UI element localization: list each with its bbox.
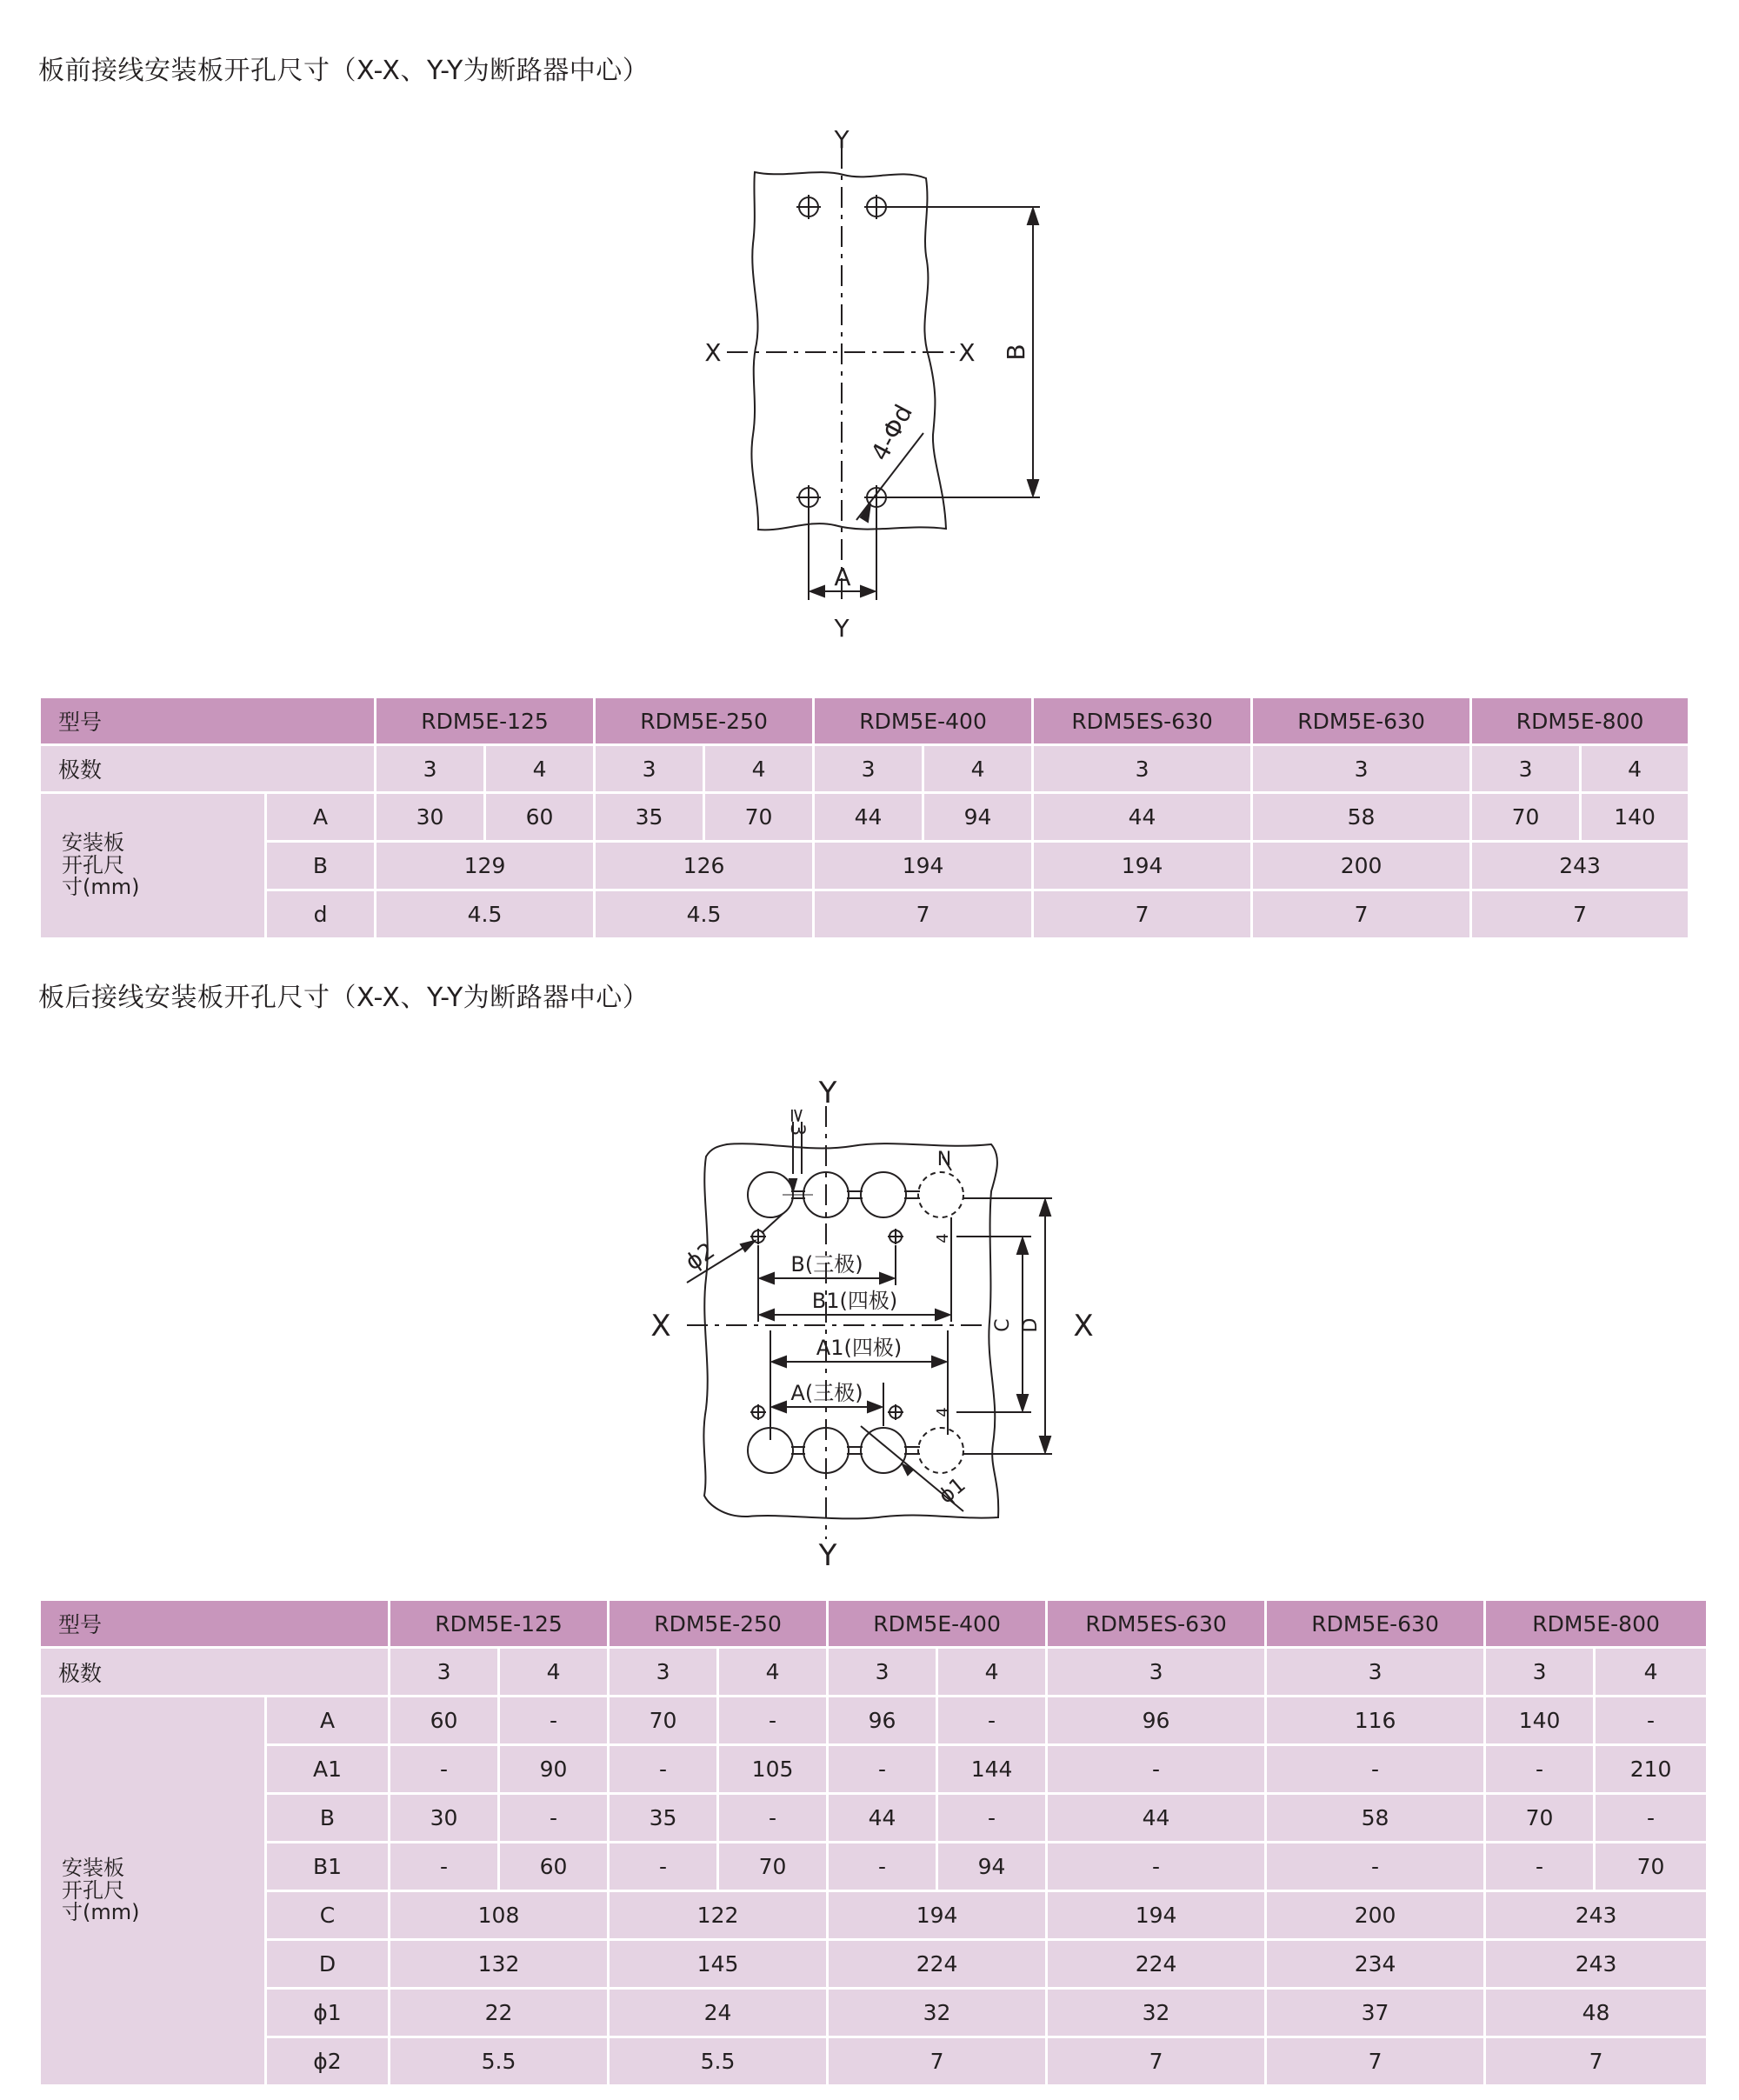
table-row bbox=[40, 1794, 1708, 1843]
table-cell: 122 bbox=[609, 1891, 828, 1940]
model-cell: RDM5E-630 bbox=[1266, 1600, 1485, 1648]
phi1-label: ϕ1 bbox=[933, 1472, 970, 1509]
table-cell: 7 bbox=[814, 890, 1033, 939]
table-cell: - bbox=[1485, 1843, 1595, 1891]
table-cell: 200 bbox=[1252, 842, 1471, 890]
table-cell: 140 bbox=[1581, 793, 1689, 842]
section1-title: 板前接线安装板开孔尺寸（X-X、Y-Y为断路器中心） bbox=[38, 56, 650, 86]
table-row bbox=[40, 842, 1689, 890]
table-cell: 194 bbox=[1033, 842, 1252, 890]
table-cell: 30 bbox=[376, 793, 485, 842]
table-cell: 116 bbox=[1266, 1697, 1485, 1745]
table-cell: 96 bbox=[1047, 1697, 1266, 1745]
dim-d-label: D bbox=[1020, 1317, 1042, 1333]
table-cell: 44 bbox=[814, 793, 923, 842]
y-top-label: Y bbox=[834, 125, 850, 154]
min-gap-label: ≥3 bbox=[786, 1107, 808, 1137]
x-left-label: X bbox=[650, 1309, 671, 1343]
group-label bbox=[40, 1697, 266, 2086]
four-label: 4 bbox=[934, 1233, 952, 1243]
table-cell: 108 bbox=[390, 1891, 609, 1940]
table-cell: 5.5 bbox=[609, 2037, 828, 2086]
holes-label: 4-Φd bbox=[865, 399, 919, 466]
table-cell: - bbox=[937, 1794, 1047, 1843]
table-row bbox=[40, 890, 1689, 939]
group-label-line: 寸(mm) bbox=[62, 1900, 140, 1925]
row-label: B1 bbox=[266, 1843, 390, 1891]
row-label: d bbox=[266, 890, 376, 939]
table-cell: - bbox=[1595, 1697, 1708, 1745]
model-cell: RDM5E-800 bbox=[1471, 697, 1689, 745]
table-cell: - bbox=[390, 1843, 499, 1891]
table-cell: 35 bbox=[609, 1794, 718, 1843]
model-cell: RDM5E-400 bbox=[828, 1600, 1047, 1648]
table-cell: 224 bbox=[828, 1940, 1047, 1989]
table-cell: 60 bbox=[485, 793, 595, 842]
model-cell: RDM5ES-630 bbox=[1033, 697, 1252, 745]
model-header-label: 型号 bbox=[40, 697, 376, 745]
table-cell: 3 bbox=[1471, 745, 1581, 793]
group-label bbox=[40, 793, 266, 939]
table-cell: 32 bbox=[1047, 1989, 1266, 2037]
table-row bbox=[40, 1940, 1708, 1989]
table-cell: 44 bbox=[1047, 1794, 1266, 1843]
model-cell: RDM5E-250 bbox=[609, 1600, 828, 1648]
table-cell: 4.5 bbox=[376, 890, 595, 939]
model-cell: RDM5E-630 bbox=[1252, 697, 1471, 745]
model-cell: RDM5E-400 bbox=[814, 697, 1033, 745]
table-cell: 7 bbox=[1471, 890, 1689, 939]
rear-panel-cutout-diagram bbox=[643, 1070, 1113, 1574]
table-cell: 70 bbox=[704, 793, 814, 842]
table-cell: - bbox=[499, 1794, 609, 1843]
table-cell: - bbox=[499, 1697, 609, 1745]
table-cell: 129 bbox=[376, 842, 595, 890]
poles-label: 极数 bbox=[40, 745, 376, 793]
table-row bbox=[40, 1989, 1708, 2037]
x-right-label: X bbox=[1073, 1309, 1094, 1343]
table-cell: 60 bbox=[390, 1697, 499, 1745]
dim-a-label: A bbox=[834, 563, 851, 591]
table-cell: 70 bbox=[718, 1843, 828, 1891]
table-cell: 243 bbox=[1485, 1891, 1708, 1940]
table-cell: - bbox=[1047, 1745, 1266, 1794]
row-label: B bbox=[266, 1794, 390, 1843]
table-cell: 7 bbox=[1485, 2037, 1708, 2086]
table-cell: 24 bbox=[609, 1989, 828, 2037]
table-cell: 3 bbox=[1266, 1648, 1485, 1697]
table-cell: 3 bbox=[1047, 1648, 1266, 1697]
table-cell: 7 bbox=[1266, 2037, 1485, 2086]
x-left-label: X bbox=[704, 338, 722, 367]
y-bottom-label: Y bbox=[834, 614, 850, 643]
row-label: A1 bbox=[266, 1745, 390, 1794]
model-cell: RDM5ES-630 bbox=[1047, 1600, 1266, 1648]
table-cell: 7 bbox=[1047, 2037, 1266, 2086]
table-cell: 22 bbox=[390, 1989, 609, 2037]
model-cell: RDM5E-800 bbox=[1485, 1600, 1708, 1648]
table-row bbox=[40, 1697, 1708, 1745]
poles-label: 极数 bbox=[40, 1648, 390, 1697]
table-cell: 3 bbox=[828, 1648, 937, 1697]
table-cell: 234 bbox=[1266, 1940, 1485, 1989]
table-cell: 3 bbox=[1033, 745, 1252, 793]
table-row bbox=[40, 1648, 1708, 1697]
table-cell: 70 bbox=[609, 1697, 718, 1745]
table-cell: 194 bbox=[828, 1891, 1047, 1940]
table-header-row bbox=[40, 697, 1689, 745]
phi2-label: ϕ2 bbox=[681, 1237, 720, 1277]
section2-title: 板后接线安装板开孔尺寸（X-X、Y-Y为断路器中心） bbox=[38, 983, 650, 1013]
table-cell: 4 bbox=[923, 745, 1033, 793]
table-cell: - bbox=[1485, 1745, 1595, 1794]
x-right-label: X bbox=[958, 338, 976, 367]
table-cell: 94 bbox=[937, 1843, 1047, 1891]
y-bottom-label: Y bbox=[818, 1538, 837, 1573]
table-cell: 126 bbox=[595, 842, 814, 890]
table-cell: 70 bbox=[1595, 1843, 1708, 1891]
table-cell: 210 bbox=[1595, 1745, 1708, 1794]
table-cell: 35 bbox=[595, 793, 704, 842]
b1-four-pole-label: B1(四极) bbox=[811, 1289, 898, 1313]
table-cell: 90 bbox=[499, 1745, 609, 1794]
table-cell: 200 bbox=[1266, 1891, 1485, 1940]
group-label-line: 安装板 bbox=[62, 1855, 124, 1880]
table-cell: 243 bbox=[1485, 1940, 1708, 1989]
dim-b-label: B bbox=[1002, 343, 1030, 361]
table-cell: 144 bbox=[937, 1745, 1047, 1794]
neutral-label: N bbox=[936, 1149, 952, 1170]
dim-c-label: C bbox=[992, 1318, 1014, 1332]
table-row bbox=[40, 1891, 1708, 1940]
front-panel-cutout-diagram bbox=[678, 122, 1061, 643]
table-cell: 145 bbox=[609, 1940, 828, 1989]
table-cell: 44 bbox=[1033, 793, 1252, 842]
row-label: B bbox=[266, 842, 376, 890]
table-cell: 3 bbox=[390, 1648, 499, 1697]
rear-cutout-table bbox=[38, 1598, 1709, 2087]
table-cell: 4 bbox=[499, 1648, 609, 1697]
row-label: A bbox=[266, 793, 376, 842]
table-cell: 4 bbox=[937, 1648, 1047, 1697]
table-cell: 4 bbox=[485, 745, 595, 793]
table-cell: 243 bbox=[1471, 842, 1689, 890]
table-cell: 70 bbox=[1485, 1794, 1595, 1843]
table-cell: 140 bbox=[1485, 1697, 1595, 1745]
model-cell: RDM5E-250 bbox=[595, 697, 814, 745]
table-cell: 4 bbox=[704, 745, 814, 793]
table-cell: 37 bbox=[1266, 1989, 1485, 2037]
a-three-pole-label: A(三极) bbox=[790, 1381, 863, 1405]
model-cell: RDM5E-125 bbox=[390, 1600, 609, 1648]
table-cell: 4 bbox=[1595, 1648, 1708, 1697]
table-cell: - bbox=[1266, 1745, 1485, 1794]
table-cell: 3 bbox=[1252, 745, 1471, 793]
table-cell: 32 bbox=[828, 1989, 1047, 2037]
row-label: D bbox=[266, 1940, 390, 1989]
table-cell: 4.5 bbox=[595, 890, 814, 939]
table-cell: - bbox=[609, 1745, 718, 1794]
y-top-label: Y bbox=[818, 1076, 837, 1110]
table-cell: 105 bbox=[718, 1745, 828, 1794]
table-cell: 5.5 bbox=[390, 2037, 609, 2086]
table-cell: 4 bbox=[1581, 745, 1689, 793]
table-cell: 7 bbox=[828, 2037, 1047, 2086]
table-cell: 70 bbox=[1471, 793, 1581, 842]
model-header-label: 型号 bbox=[40, 1600, 390, 1648]
table-cell: 58 bbox=[1266, 1794, 1485, 1843]
table-cell: 7 bbox=[1252, 890, 1471, 939]
table-cell: - bbox=[828, 1843, 937, 1891]
table-cell: 94 bbox=[923, 793, 1033, 842]
a1-four-pole-label: A1(四极) bbox=[816, 1336, 903, 1360]
table-header-row bbox=[40, 1600, 1708, 1648]
table-cell: 3 bbox=[595, 745, 704, 793]
table-cell: 3 bbox=[1485, 1648, 1595, 1697]
group-label-line: 开孔尺 bbox=[62, 852, 124, 877]
table-cell: 224 bbox=[1047, 1940, 1266, 1989]
group-label-line: 寸(mm) bbox=[62, 875, 140, 900]
model-cell: RDM5E-125 bbox=[376, 697, 595, 745]
table-cell: 7 bbox=[1033, 890, 1252, 939]
row-label: C bbox=[266, 1891, 390, 1940]
table-cell: 4 bbox=[718, 1648, 828, 1697]
table-cell: - bbox=[390, 1745, 499, 1794]
row-label: ϕ2 bbox=[266, 2037, 390, 2086]
table-cell: 3 bbox=[376, 745, 485, 793]
table-cell: - bbox=[718, 1794, 828, 1843]
table-row bbox=[40, 1843, 1708, 1891]
table-cell: 30 bbox=[390, 1794, 499, 1843]
table-row bbox=[40, 2037, 1708, 2086]
table-cell: 44 bbox=[828, 1794, 937, 1843]
b-three-pole-label: B(三极) bbox=[790, 1252, 863, 1277]
table-cell: 194 bbox=[814, 842, 1033, 890]
four-label: 4 bbox=[934, 1407, 952, 1417]
front-cutout-table bbox=[38, 696, 1690, 940]
group-label-line: 安装板 bbox=[62, 830, 124, 855]
table-cell: - bbox=[609, 1843, 718, 1891]
table-cell: 96 bbox=[828, 1697, 937, 1745]
table-cell: 58 bbox=[1252, 793, 1471, 842]
table-cell: - bbox=[1266, 1843, 1485, 1891]
table-row bbox=[40, 793, 1689, 842]
table-cell: 132 bbox=[390, 1940, 609, 1989]
table-row bbox=[40, 1745, 1708, 1794]
table-row bbox=[40, 745, 1689, 793]
table-cell: - bbox=[1047, 1843, 1266, 1891]
table-cell: 60 bbox=[499, 1843, 609, 1891]
table-cell: 3 bbox=[814, 745, 923, 793]
group-label-line: 开孔尺 bbox=[62, 1877, 124, 1903]
table-cell: - bbox=[1595, 1794, 1708, 1843]
table-cell: - bbox=[828, 1745, 937, 1794]
row-label: A bbox=[266, 1697, 390, 1745]
table-cell: 194 bbox=[1047, 1891, 1266, 1940]
table-cell: 48 bbox=[1485, 1989, 1708, 2037]
table-cell: 3 bbox=[609, 1648, 718, 1697]
row-label: ϕ1 bbox=[266, 1989, 390, 2037]
table-cell: - bbox=[937, 1697, 1047, 1745]
table-cell: - bbox=[718, 1697, 828, 1745]
